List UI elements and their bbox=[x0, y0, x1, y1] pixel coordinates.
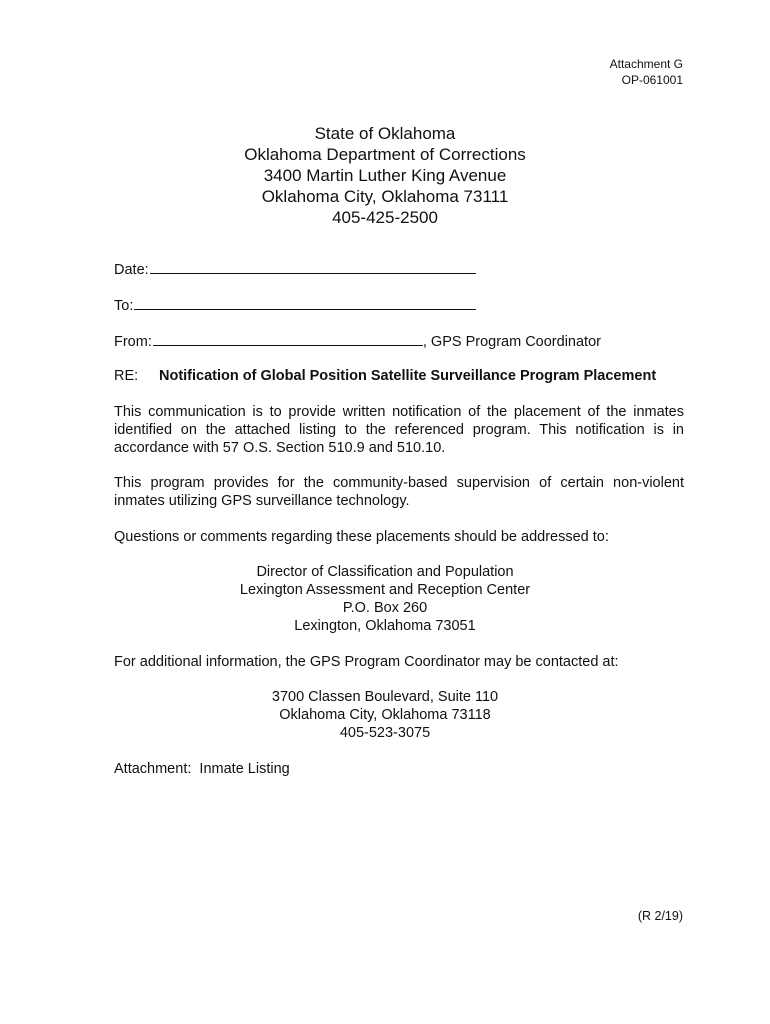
paragraph-notification bbox=[114, 403, 684, 457]
from-blank-line[interactable] bbox=[153, 331, 423, 346]
attachment-label: Attachment G bbox=[609, 57, 683, 71]
date-blank-line[interactable] bbox=[150, 259, 476, 274]
re-label: RE: bbox=[114, 368, 139, 384]
op-number: OP-061001 bbox=[621, 73, 683, 87]
letterhead-city: Oklahoma City, Oklahoma 73111 bbox=[261, 187, 509, 206]
revision-mark: (R 2/19) bbox=[637, 909, 683, 923]
address-line: Oklahoma City, Oklahoma 73118 bbox=[279, 707, 491, 723]
to-label: To: bbox=[114, 298, 134, 314]
from-field-row bbox=[114, 331, 601, 351]
letterhead-state: State of Oklahoma bbox=[314, 124, 456, 143]
paragraph-line: This communication is to provide written notification of the placement of the inmates bbox=[114, 404, 684, 420]
paragraph-line: accordance with 57 O.S. Section 510.9 and 510.10. bbox=[114, 440, 446, 456]
paragraph-line: Questions or comments regarding these placements should be addressed to: bbox=[114, 529, 609, 545]
to-field-row bbox=[114, 295, 476, 315]
address-line: Lexington, Oklahoma 73051 bbox=[294, 618, 476, 634]
date-field-row bbox=[114, 259, 476, 279]
address-line: 405-523-3075 bbox=[339, 725, 431, 741]
address-line: 3700 Classen Boulevard, Suite 110 bbox=[271, 689, 499, 705]
attachment-note bbox=[114, 760, 684, 778]
re-line bbox=[114, 367, 656, 385]
paragraph-line: identified on the attached listing to the referenced program. This notification is in bbox=[114, 422, 684, 438]
classification-address bbox=[0, 563, 770, 635]
coordinator-address bbox=[0, 688, 770, 742]
letterhead-street: 3400 Martin Luther King Avenue bbox=[263, 166, 507, 185]
address-line: P.O. Box 260 bbox=[342, 600, 428, 616]
paragraph-line: inmates utilizing GPS surveillance technology. bbox=[114, 493, 410, 509]
paragraph-additional-info bbox=[114, 653, 684, 671]
attachment-note-text: Attachment: Inmate Listing bbox=[114, 761, 290, 777]
attachment-identifier bbox=[610, 56, 683, 88]
letterhead bbox=[0, 123, 770, 228]
from-label: From: bbox=[114, 334, 152, 350]
paragraph-questions bbox=[114, 528, 684, 546]
paragraph-line: This program provides for the community-based supervision of certain non-violent bbox=[114, 475, 684, 491]
re-subject: Notification of Global Position Satellite Surveillance Program Placement bbox=[159, 368, 657, 384]
address-line: Lexington Assessment and Reception Center bbox=[239, 582, 531, 598]
date-label: Date: bbox=[114, 262, 149, 278]
from-title: , GPS Program Coordinator bbox=[422, 334, 601, 350]
letterhead-phone: 405-425-2500 bbox=[332, 208, 438, 227]
letterhead-department: Oklahoma Department of Corrections bbox=[244, 145, 526, 164]
address-line: Director of Classification and Population bbox=[256, 564, 514, 580]
paragraph-line: For additional information, the GPS Program Coordinator may be contacted at: bbox=[114, 654, 619, 670]
to-blank-line[interactable] bbox=[134, 295, 476, 310]
paragraph-program bbox=[114, 474, 684, 510]
